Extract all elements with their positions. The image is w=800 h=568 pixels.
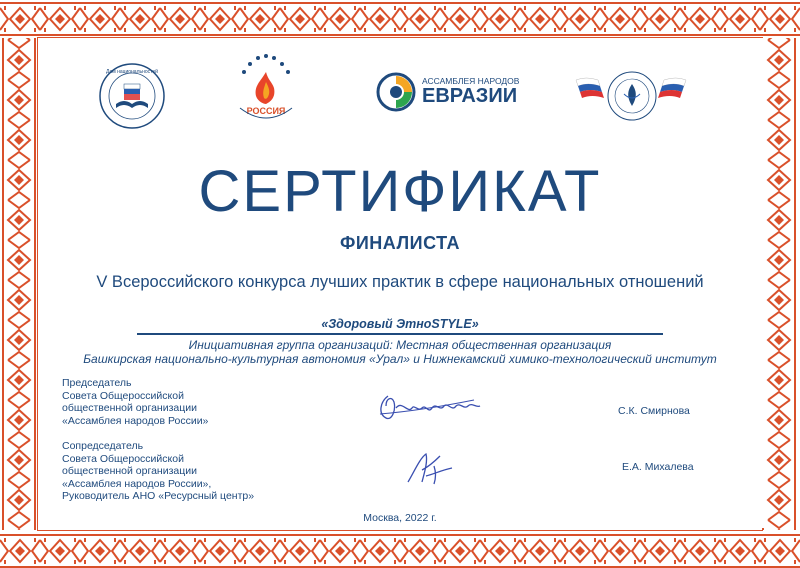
- russian-flag-right-icon: [658, 78, 686, 98]
- signatory-1-title: [62, 377, 208, 427]
- russia-flame-logo: [230, 52, 302, 130]
- place-and-date: Москва, 2022 г.: [363, 512, 437, 524]
- russian-flag-left-icon: [576, 78, 604, 98]
- signatory-2-title-line: «Ассамблея народов России»,: [62, 477, 212, 490]
- signatory-2-title-line: Руководитель АНО «Ресурсный центр»: [62, 490, 255, 503]
- signatory-2-name: Е.А. Михалева: [622, 461, 694, 473]
- project-underline: [137, 333, 663, 335]
- svg-text:Дом национальностей: Дом национальностей: [106, 69, 158, 75]
- svg-text:РОССИЯ: РОССИЯ: [246, 106, 286, 116]
- flags-emblem-logo: [572, 66, 692, 126]
- certificate-title: СЕРТИФИКАТ: [198, 159, 602, 224]
- signatory-1-title-line: Председатель: [62, 377, 132, 389]
- signatory-1-title-line: «Ассамблея народов России»: [62, 414, 209, 427]
- organization-line-2: Башкирская национально-культурная автономия «Урал» и Нижнекамский химико-технологический институт: [83, 352, 717, 366]
- eurasia-logo-line1: АССАМБЛЕЯ НАРОДОВ: [422, 76, 520, 86]
- certificate-subtitle: ФИНАЛИСТА: [340, 233, 460, 253]
- signatory-1-name: С.К. Смирнова: [618, 405, 690, 417]
- signature-2-image: [400, 448, 460, 488]
- organization-line-1: Инициативная группа организаций: Местная общественная организация: [188, 338, 612, 352]
- signatory-2-title-line: общественной организации: [62, 465, 197, 478]
- signature-1-image: [374, 388, 486, 428]
- national-house-logo: [98, 62, 166, 130]
- eurasia-logo-line2: ЕВРАЗИИ: [422, 85, 518, 107]
- signatory-2-title: [62, 440, 254, 503]
- signatory-1-title-line: Совета Общероссийской: [62, 389, 184, 402]
- signatory-2-title-line: Сопредседатель: [62, 440, 144, 452]
- contest-name: V Всероссийского конкурса лучших практик в сфере национальных отношений: [96, 273, 704, 291]
- signatory-1-title-line: общественной организации: [62, 402, 197, 415]
- project-name: «Здоровый ЭтноSTYLE»: [321, 317, 479, 331]
- signatory-2-title-line: Совета Общероссийской: [62, 452, 184, 465]
- eurasia-assembly-logo: [376, 70, 536, 114]
- eurasia-emblem-icon: [376, 72, 416, 112]
